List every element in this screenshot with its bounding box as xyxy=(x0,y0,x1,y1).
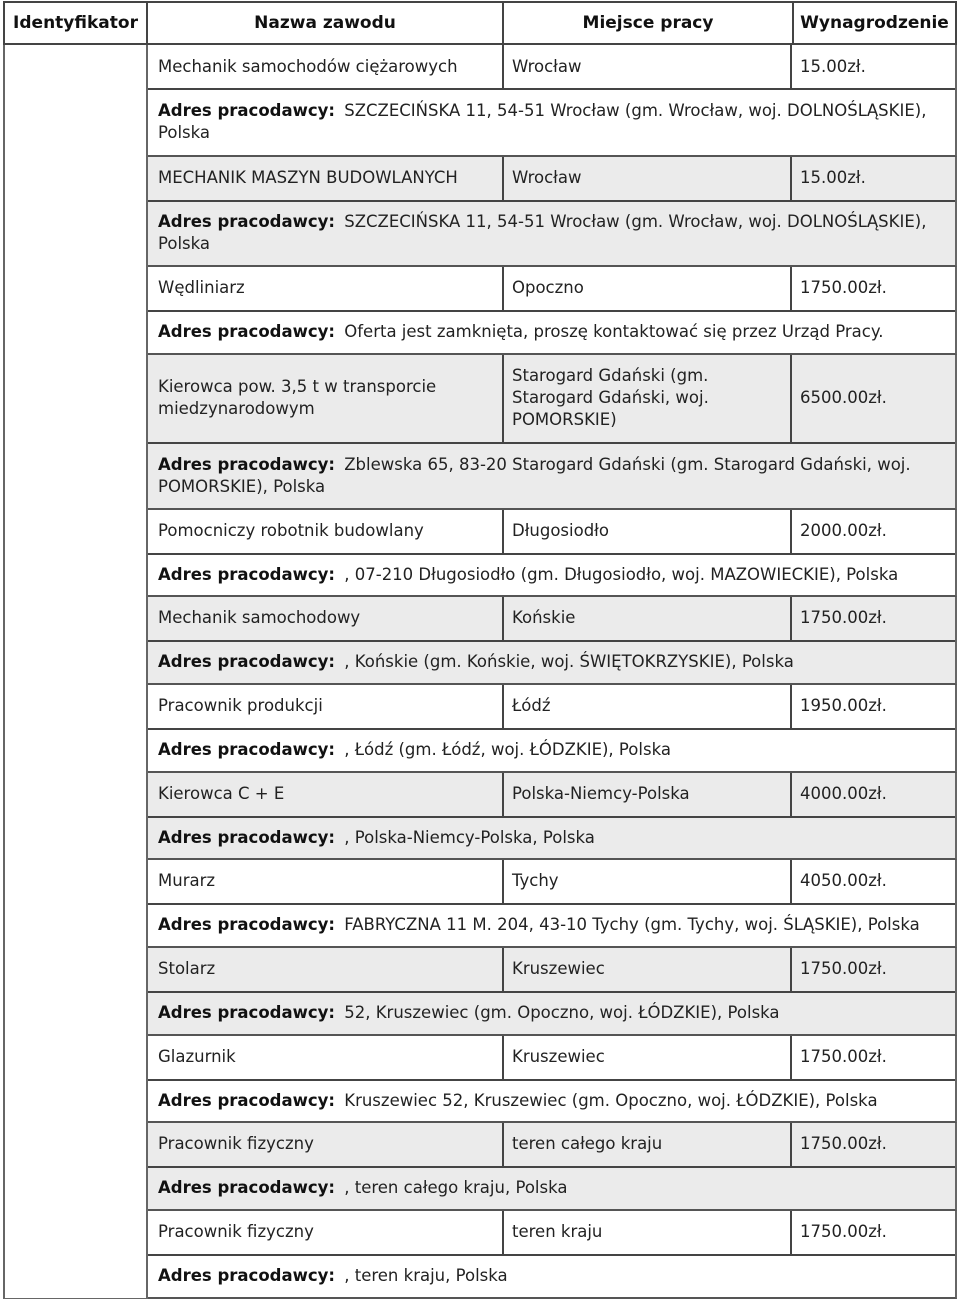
address-label: Adres pracodawcy: xyxy=(158,455,335,474)
employer-address xyxy=(158,454,948,498)
job-salary: 1750.00zł. xyxy=(800,278,887,297)
address-value: Zblewska 65, 83-20 Starogard Gdański (gm. Starogard Gdański, woj. POMORSKIE), Polska xyxy=(158,455,911,496)
address-value: Kruszewiec 52, Kruszewiec (gm. Opoczno, woj. ŁÓDZKIE), Polska xyxy=(344,1091,878,1110)
table-row xyxy=(148,948,957,1036)
employer-address xyxy=(158,1090,948,1112)
job-name: Mechanik samochodowy xyxy=(158,608,361,627)
job-name: MECHANIK MASZYN BUDOWLANYCH xyxy=(158,168,458,187)
table-row xyxy=(148,267,957,355)
employer-address xyxy=(158,211,948,255)
employer-address xyxy=(158,1265,948,1287)
table-row xyxy=(148,510,957,597)
job-name: Pracownik produkcji xyxy=(158,696,323,715)
address-value: 52, Kruszewiec (gm. Opoczno, woj. ŁÓDZKIE), Polska xyxy=(344,1003,780,1022)
table-row xyxy=(148,685,957,773)
address-label: Adres pracodawcy: xyxy=(158,652,335,671)
header-nazwa-zawodu: Nazwa zawodu xyxy=(148,3,504,43)
employer-address xyxy=(158,651,948,673)
job-salary: 4050.00zł. xyxy=(800,871,887,890)
table-header xyxy=(3,1,957,45)
employer-address xyxy=(158,914,948,936)
address-label: Adres pracodawcy: xyxy=(158,828,335,847)
address-label: Adres pracodawcy: xyxy=(158,212,335,231)
job-salary: 15.00zł. xyxy=(800,168,866,187)
job-name: Kierowca pow. 3,5 t w transporcie miedzynarodowym xyxy=(158,377,437,418)
address-value: , teren całego kraju, Polska xyxy=(344,1178,568,1197)
address-label: Adres pracodawcy: xyxy=(158,1003,335,1022)
job-place: Kruszewiec xyxy=(512,959,605,978)
job-place: Końskie xyxy=(512,608,576,627)
employer-address xyxy=(158,1177,948,1199)
job-salary: 2000.00zł. xyxy=(800,521,887,540)
address-label: Adres pracodawcy: xyxy=(158,101,335,120)
job-place: Wrocław xyxy=(512,168,582,187)
address-label: Adres pracodawcy: xyxy=(158,1091,335,1110)
employer-address xyxy=(158,100,948,144)
job-name: Mechanik samochodów ciężarowych xyxy=(158,57,458,76)
job-salary: 15.00zł. xyxy=(800,57,866,76)
table-row xyxy=(148,1123,957,1211)
job-name: Pomocniczy robotnik budowlany xyxy=(158,521,424,540)
job-place: Tychy xyxy=(512,871,559,890)
employer-address xyxy=(158,827,948,849)
job-place: teren całego kraju xyxy=(512,1134,663,1153)
job-place: Opoczno xyxy=(512,278,584,297)
job-place: teren kraju xyxy=(512,1222,603,1241)
address-value: SZCZECIŃSKA 11, 54-51 Wrocław (gm. Wrocław, woj. DOLNOŚLĄSKIE), Polska xyxy=(158,212,927,253)
table-row xyxy=(148,45,957,157)
identifier-column xyxy=(3,45,148,1299)
table-row xyxy=(148,1036,957,1123)
address-label: Adres pracodawcy: xyxy=(158,322,335,341)
table-row xyxy=(148,773,957,860)
header-miejsce-pracy: Miejsce pracy xyxy=(504,3,794,43)
employer-address xyxy=(158,1002,948,1024)
address-label: Adres pracodawcy: xyxy=(158,1178,335,1197)
address-value: , Polska-Niemcy-Polska, Polska xyxy=(344,828,595,847)
job-name: Wędliniarz xyxy=(158,278,245,297)
address-value: , 07-210 Długosiodło (gm. Długosiodło, woj. MAZOWIECKIE), Polska xyxy=(344,565,899,584)
job-place: Długosiodło xyxy=(512,521,609,540)
employer-address xyxy=(158,564,948,586)
table-row xyxy=(148,860,957,948)
table-row xyxy=(148,1211,957,1299)
address-value: , Końskie (gm. Końskie, woj. ŚWIĘTOKRZYSKIE), Polska xyxy=(344,652,794,671)
address-value: , teren kraju, Polska xyxy=(344,1266,508,1285)
job-salary: 1950.00zł. xyxy=(800,696,887,715)
job-offers-table xyxy=(3,1,957,1299)
job-name: Murarz xyxy=(158,871,216,890)
job-salary: 1750.00zł. xyxy=(800,1222,887,1241)
job-name: Stolarz xyxy=(158,959,216,978)
address-label: Adres pracodawcy: xyxy=(158,565,335,584)
job-name: Kierowca C + E xyxy=(158,784,285,803)
job-salary: 1750.00zł. xyxy=(800,1047,887,1066)
job-name: Pracownik fizyczny xyxy=(158,1134,314,1153)
job-place: Kruszewiec xyxy=(512,1047,605,1066)
job-place: Starogard Gdański (gm. Starogard Gdański, woj. POMORSKIE) xyxy=(512,366,709,429)
job-name: Pracownik fizyczny xyxy=(158,1222,314,1241)
table-row xyxy=(148,355,957,510)
address-value: SZCZECIŃSKA 11, 54-51 Wrocław (gm. Wrocław, woj. DOLNOŚLĄSKIE), Polska xyxy=(158,101,927,142)
header-wynagrodzenie: Wynagrodzenie xyxy=(800,13,949,33)
address-label: Adres pracodawcy: xyxy=(158,915,335,934)
address-value: Oferta jest zamknięta, proszę kontaktować się przez Urząd Pracy. xyxy=(344,322,884,341)
employer-address xyxy=(158,321,948,343)
header-identyfikator: Identyfikator xyxy=(5,3,148,43)
job-salary: 1750.00zł. xyxy=(800,608,887,627)
job-place: Polska-Niemcy-Polska xyxy=(512,784,690,803)
employer-address xyxy=(158,739,948,761)
address-value: FABRYCZNA 11 M. 204, 43-10 Tychy (gm. Tychy, woj. ŚLĄSKIE), Polska xyxy=(344,915,920,934)
address-label: Adres pracodawcy: xyxy=(158,1266,335,1285)
table-row xyxy=(148,597,957,685)
table-row xyxy=(148,157,957,267)
address-value: , Łódź (gm. Łódź, woj. ŁÓDZKIE), Polska xyxy=(344,740,671,759)
job-salary: 6500.00zł. xyxy=(800,388,887,407)
job-salary: 1750.00zł. xyxy=(800,959,887,978)
job-place: Łódź xyxy=(512,696,551,715)
job-salary: 1750.00zł. xyxy=(800,1134,887,1153)
job-salary: 4000.00zł. xyxy=(800,784,887,803)
job-place: Wrocław xyxy=(512,57,582,76)
job-name: Glazurnik xyxy=(158,1047,236,1066)
address-label: Adres pracodawcy: xyxy=(158,740,335,759)
